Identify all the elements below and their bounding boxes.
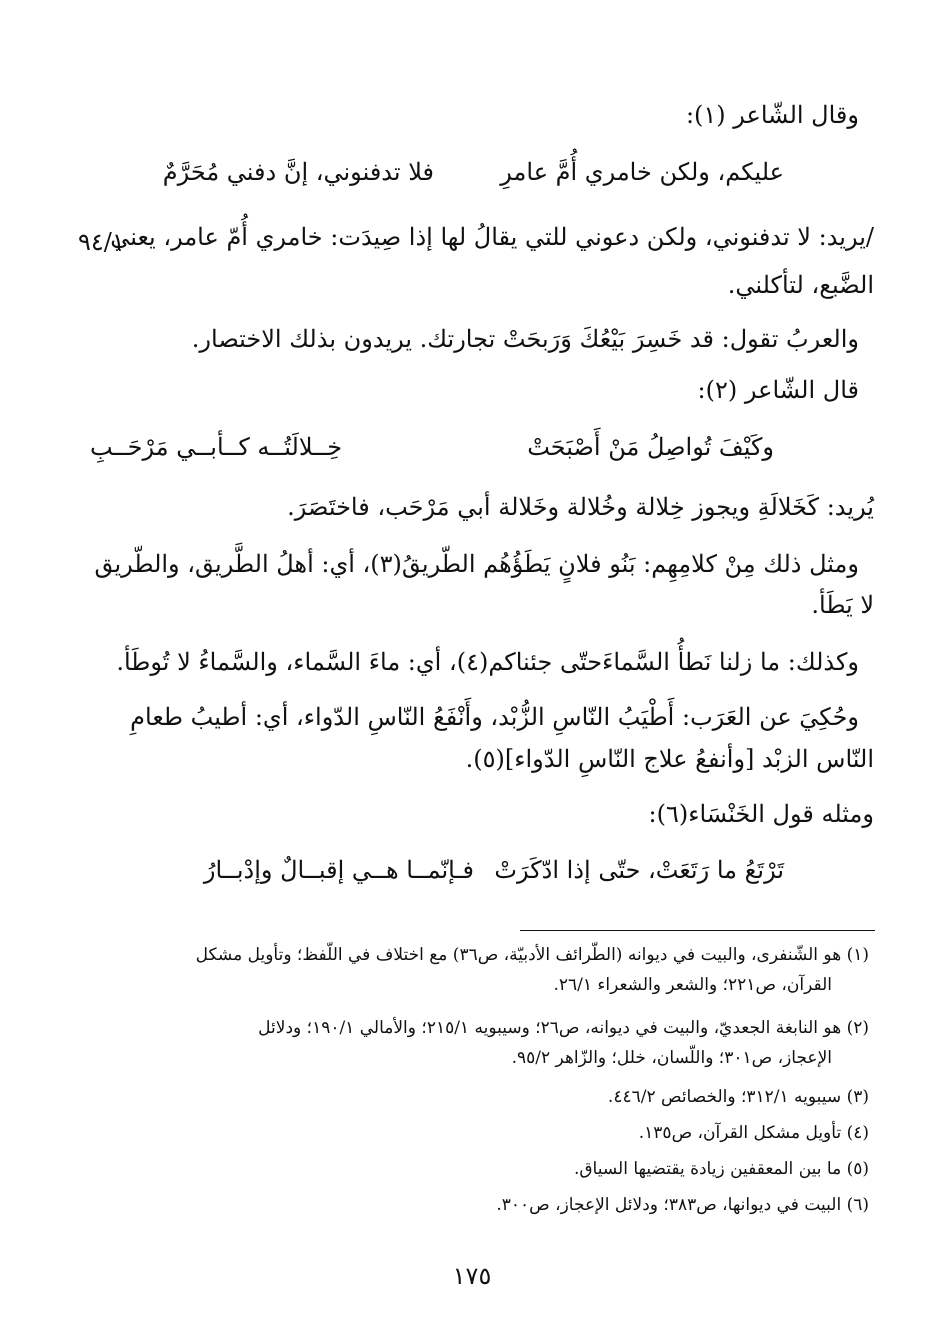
text-line: يُريد: كَخَلالَةِ ويجوز خِلالة وخُلالة وخَلالة أبي مَرْحَب، فاختَصَرَ. bbox=[287, 493, 874, 521]
text-line: وحُكِيَ عن العَرَب: أَطْيَبُ النّاسِ الزُّبْد، وأَنْفَعُ النّاسِ الدّواء، أي: أطيبُ طعامِ bbox=[130, 703, 859, 731]
verse-1-second-hemistich: عليكم، ولكن خامري أُمَّ عامرِ bbox=[500, 158, 784, 186]
verse-2-second-hemistich: خِــلالَتُــه كــأبــي مَرْحَــبِ bbox=[90, 433, 343, 461]
text-line: ومثله قول الخَنْسَاء(٦): bbox=[648, 800, 874, 828]
footnote-1-line-2: القرآن، ص٢٢١؛ والشعر والشعراء ٢٦/١. bbox=[553, 975, 832, 995]
footnote-separator bbox=[520, 930, 875, 931]
text-line: الضَّبع، لتأكلني. bbox=[727, 271, 874, 299]
page-number: ١٧٥ bbox=[452, 1262, 492, 1290]
verse-3-second-hemistich: فـإنّمــا هــي إقبــالٌ وإدْبــارُ bbox=[203, 856, 474, 884]
margin-page-reference: ٩٤/١ bbox=[78, 228, 125, 256]
footnote-3: (٣) سيبويه ٣١٢/١؛ والخصائص ٤٤٦/٢. bbox=[607, 1087, 869, 1107]
footnote-2-line-2: الإعجاز، ص٣٠١؛ واللّسان، خلل؛ والزّاهر ٩٥/٢. bbox=[511, 1048, 832, 1068]
footnote-6: (٦) البيت في ديوانها، ص٣٨٣؛ ودلائل الإعجاز، ص٣٠٠. bbox=[496, 1195, 869, 1215]
footnote-2-line-1: (٢) هو النابغة الجعديّ، والبيت في ديوانه، ص٢٦؛ وسيبويه ٢١٥/١؛ والأمالي ١٩٠/١؛ ودلائل bbox=[258, 1018, 869, 1038]
footnote-4: (٤) تأويل مشكل القرآن، ص١٣٥. bbox=[638, 1123, 869, 1143]
text-line: ومثل ذلك مِنْ كلامِهِم: بَنُو فلانٍ يَطَؤُهُم الطّريقُ(٣)، أي: أهلُ الطَّريق، والطّريق bbox=[94, 550, 859, 578]
verse-3-first-hemistich: تَرْتَعُ ما رَتَعَتْ، حتّى إذا ادّكَرَتْ bbox=[494, 856, 784, 884]
footnote-5: (٥) ما بين المعقفين زيادة يقتضيها السياق. bbox=[573, 1159, 869, 1179]
text-line: النّاس الزبْد [وأنفعُ علاج النّاسِ الدّواء](٥). bbox=[465, 745, 874, 773]
text-line: وكذلك: ما زلنا نَطأُ السَّماءَحتّى جئناكم(٤)، أي: ماءَ السَّماء، والسَّماءُ لا تُوطَأ. bbox=[116, 648, 859, 676]
text-line: لا يَطَأ. bbox=[811, 591, 874, 619]
text-line: قال الشّاعر (٢): bbox=[697, 376, 859, 404]
text-line: والعربُ تقول: قد خَسِرَ بَيْعُكَ وَرَبحَتْ تجارتك. يريدون بذلك الاختصار. bbox=[191, 325, 859, 353]
verse-1-first-hemistich: فلا تدفنوني، إنَّ دفني مُحَرَّمٌ bbox=[162, 158, 434, 186]
text-line: وقال الشّاعر (١): bbox=[685, 101, 859, 129]
verse-2-first-hemistich: وكَيْفَ تُواصِلُ مَنْ أَصْبَحَتْ bbox=[527, 433, 774, 461]
text-line: /يريد: لا تدفنوني، ولكن دعوني للتي يقالُ لها إذا صِيدَت: خامري أُمّ عامر، يعني bbox=[110, 223, 874, 251]
footnote-1-line-1: (١) هو الشّنفرى، والبيت في ديوانه (الطّرائف الأدبيّة، ص٣٦) مع اختلاف في اللّفظ؛ وتأويل مشكل bbox=[195, 945, 869, 965]
